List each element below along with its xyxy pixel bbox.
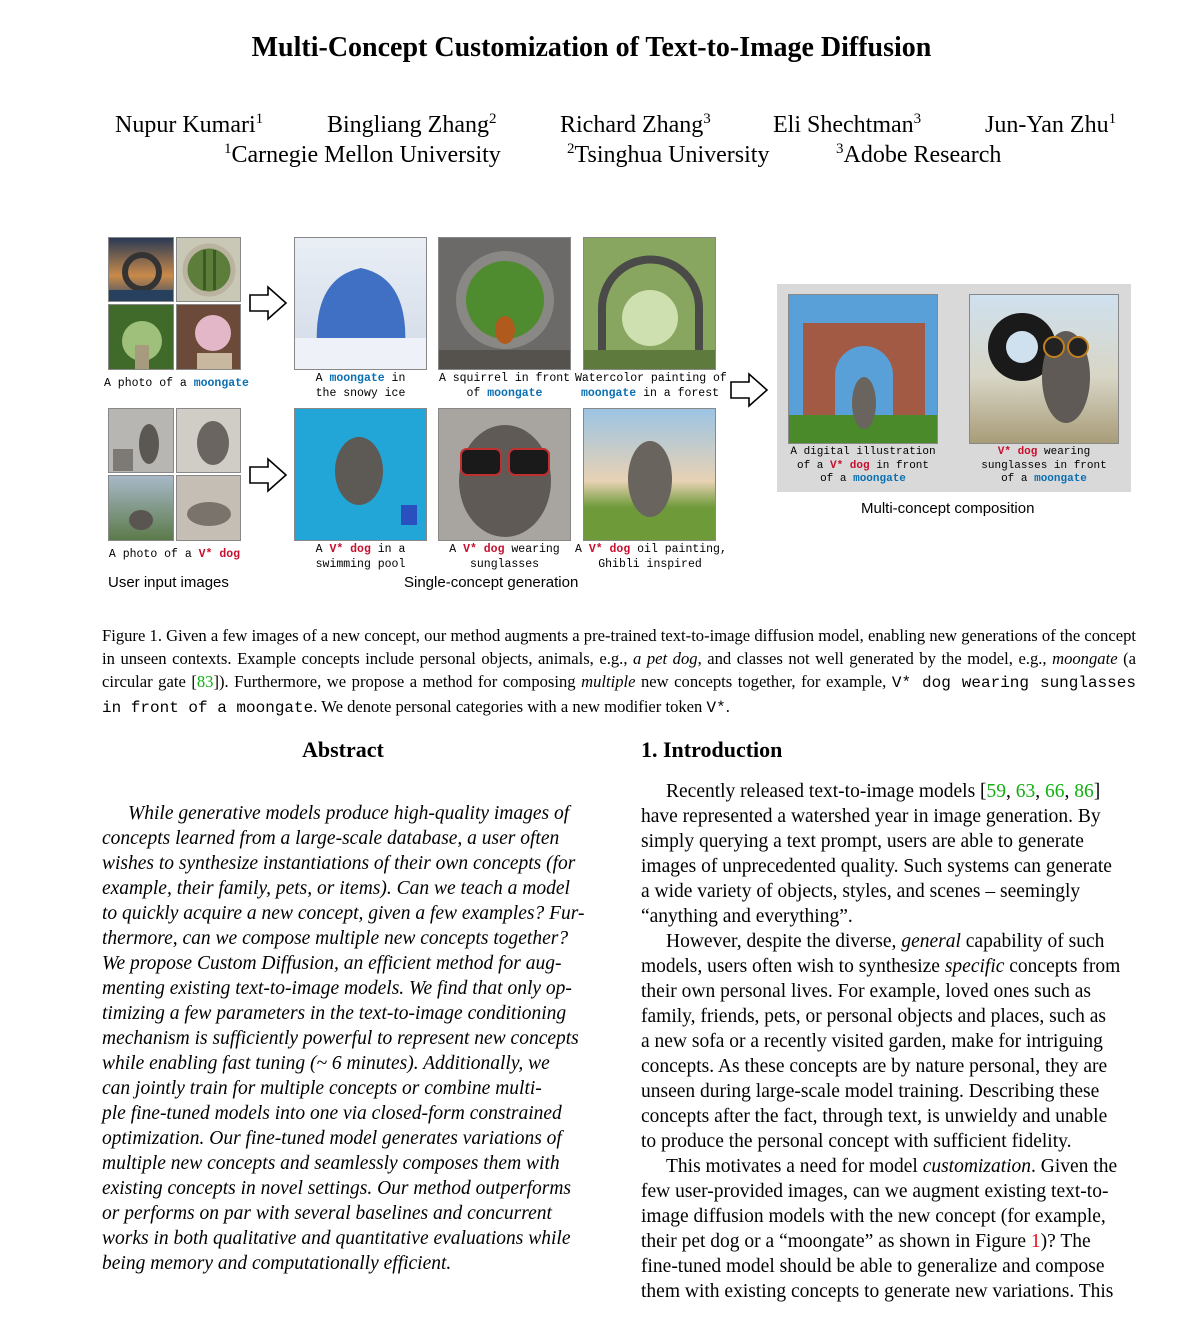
citation-link[interactable]: 83	[196, 672, 214, 691]
abstract-line: thermore, can we compose multiple new concepts together?	[102, 928, 569, 949]
intro-line: a wide variety of objects, styles, and scenes – seemingly	[641, 881, 1081, 902]
input-moongate-image-4	[176, 304, 241, 370]
generated-digital-dog-moongate-image	[788, 294, 938, 444]
caption-input-dog: A photo of a V* dog	[108, 548, 241, 561]
author-4: Eli Shechtman$^3$	[773, 111, 922, 138]
abstract-line: concepts learned from a large-scale database, a user often	[102, 828, 560, 849]
abstract-line: While generative models produce high-quality images of	[128, 803, 570, 824]
intro-line: to produce the personal concept with sufficient fidelity.	[641, 1131, 1072, 1152]
input-moongate-image-2	[176, 237, 241, 302]
input-dog-image-4	[176, 475, 241, 541]
abstract-line: being memory and computationally efficient.	[102, 1253, 452, 1274]
abstract-line: or performs on par with several baselines and concurrent	[102, 1203, 552, 1224]
generated-sunglasses-dog-moongate-image	[969, 294, 1119, 444]
intro-line: Recently released text-to-image models [59, 63, 66, 86]	[666, 781, 1101, 802]
label-single-concept: Single-concept generation	[404, 574, 579, 591]
abstract-line: to quickly acquire a new concept, given a few examples? Fur-	[102, 903, 585, 924]
generated-squirrel-image	[438, 237, 571, 370]
citation-link[interactable]: 66	[1045, 781, 1065, 802]
citation-link[interactable]: 63	[1015, 781, 1036, 802]
caption-input-moongate: A photo of a moongate	[104, 377, 249, 390]
intro-line: image diffusion models with the new concept (for example,	[641, 1206, 1106, 1227]
caption-squirrel: A squirrel in front of moongate	[438, 372, 571, 400]
abstract-line: optimization. Our fine-tuned model generates variations of	[102, 1128, 562, 1149]
intro-line: their pet dog or a “moongate” as shown in Figure 1)? The	[641, 1231, 1091, 1252]
generated-ghibli-dog-image	[583, 408, 716, 541]
input-dog-image-2	[176, 408, 241, 473]
intro-line: This motivates a need for model customization. Given the	[666, 1156, 1118, 1177]
intro-line: concepts after the fact, through text, is unwieldy and unable	[641, 1106, 1108, 1127]
abstract-line: while enabling fast tuning (~ 6 minutes). Additionally, we	[102, 1053, 550, 1074]
abstract-line: multiple new concepts and seamlessly composes them with	[102, 1153, 560, 1174]
intro-line: unseen during large-scale model training. Describing these	[641, 1081, 1100, 1102]
intro-line: models, users often wish to synthesize specific concepts from	[641, 956, 1121, 977]
citation-link[interactable]: 86	[1074, 781, 1094, 802]
abstract-line: menting existing text-to-image models. We find that only op-	[102, 978, 572, 999]
caption-watercolor: Watercolor painting of moongate in a forest	[575, 372, 727, 400]
generated-sunglasses-dog-image	[438, 408, 571, 541]
author-2: Bingliang Zhang$^2$	[327, 111, 497, 138]
intro-line: family, friends, pets, or personal objects and places, such as	[641, 1006, 1106, 1027]
caption-sunglasses: A V* dog wearing sunglasses	[449, 543, 560, 571]
arrow-right-icon	[729, 372, 769, 408]
intro-line: have represented a watershed year in image generation. By	[641, 806, 1101, 827]
arrow-right-icon	[248, 285, 288, 321]
caption-multi-sunglasses: V* dog wearing sunglasses in front of a moongate	[981, 446, 1107, 485]
abstract-line: wishes to synthesize instantiations of their own concepts (for	[102, 853, 576, 874]
abstract-line: can jointly train for multiple concepts or combine multi-	[102, 1078, 542, 1099]
intro-line: “anything and everything”.	[641, 906, 853, 927]
abstract-line: works in both qualitative and quantitative evaluations while	[102, 1228, 571, 1249]
figure-1	[0, 0, 1183, 620]
figure-caption: Figure 1. Given a few images of a new concept, our method augments a pre-trained text-to-image diffusion model, enabling new generations of the concept in unseen contexts. Example concepts include personal objects, animals, e.g., a pet dog, and classes not well generated by the model, e.g., moongate (a circular gate [83]). Furthermore, we propose a method for composing multiple new concepts together, for example, V* dog wearing sunglasses in front of a moongate. We denote personal categories with a new modifier token V*.	[102, 626, 1137, 717]
intro-line: concepts. As these concepts are by nature personal, they are	[641, 1056, 1108, 1077]
intro-line: their own personal lives. For example, loved ones such as	[641, 981, 1092, 1002]
intro-line: few user-provided images, can we augment existing text-to-	[641, 1181, 1109, 1202]
figure-ref-link[interactable]: 1	[1030, 1231, 1041, 1252]
caption-snow: A moongate in the snowy ice	[315, 372, 406, 400]
arrow-right-icon	[248, 457, 288, 493]
author-1: Nupur Kumari$^1$	[115, 111, 264, 138]
citation-link[interactable]: 59	[986, 781, 1007, 802]
author-5: Jun-Yan Zhu$^1$	[985, 111, 1117, 138]
intro-line: However, despite the diverse, general capability of such	[666, 931, 1105, 952]
paper-title: Multi-Concept Customization of Text-to-Image Diffusion	[251, 32, 932, 63]
intro-line: fine-tuned model should be able to generalize and compose	[641, 1256, 1105, 1277]
abstract-line: ple fine-tuned models into one via closed-form constrained	[102, 1103, 562, 1124]
abstract-line: timizing a few parameters in the text-to-image conditioning	[102, 1003, 567, 1024]
intro-line: them with existing concepts to generate new variations. This	[641, 1281, 1114, 1302]
abstract-line: We propose Custom Diffusion, an efficient method for aug-	[102, 953, 562, 974]
input-moongate-image-3	[108, 304, 174, 370]
abstract-line: existing concepts in novel settings. Our method outperforms	[102, 1178, 572, 1199]
author-3: Richard Zhang$^3$	[560, 111, 711, 138]
generated-watercolor-image	[583, 237, 716, 370]
abstract-line: example, their family, pets, or items). Can we teach a model	[102, 878, 570, 899]
caption-ghibli: A V* dog oil painting, Ghibli inspired	[575, 543, 727, 571]
affiliation-3: $^3$Adobe Research	[836, 141, 1002, 168]
input-dog-image-1	[108, 408, 174, 473]
intro-line: simply querying a text prompt, users are able to generate	[641, 831, 1084, 852]
affiliation-1: $^1$Carnegie Mellon University	[224, 141, 501, 168]
generated-pool-dog-image	[294, 408, 427, 541]
abstract-heading: Abstract	[302, 737, 384, 762]
label-user-input: User input images	[108, 574, 229, 591]
abstract-line: mechanism is sufficiently powerful to represent new concepts	[102, 1028, 579, 1049]
intro-line: images of unprecedented quality. Such systems can generate	[641, 856, 1112, 877]
intro-heading: 1. Introduction	[641, 737, 783, 762]
input-moongate-image-1	[108, 237, 174, 302]
caption-digital: A digital illustration of a V* dog in front of a moongate	[790, 446, 936, 485]
input-dog-image-3	[108, 475, 174, 541]
label-multi-concept: Multi-concept composition	[861, 500, 1035, 517]
generated-snow-moongate-image	[294, 237, 427, 370]
intro-line: a new sofa or a recently visited garden, make for intriguing	[641, 1031, 1103, 1052]
affiliation-2: $^2$Tsinghua University	[567, 141, 770, 168]
caption-pool: A V* dog in a swimming pool	[315, 543, 406, 571]
